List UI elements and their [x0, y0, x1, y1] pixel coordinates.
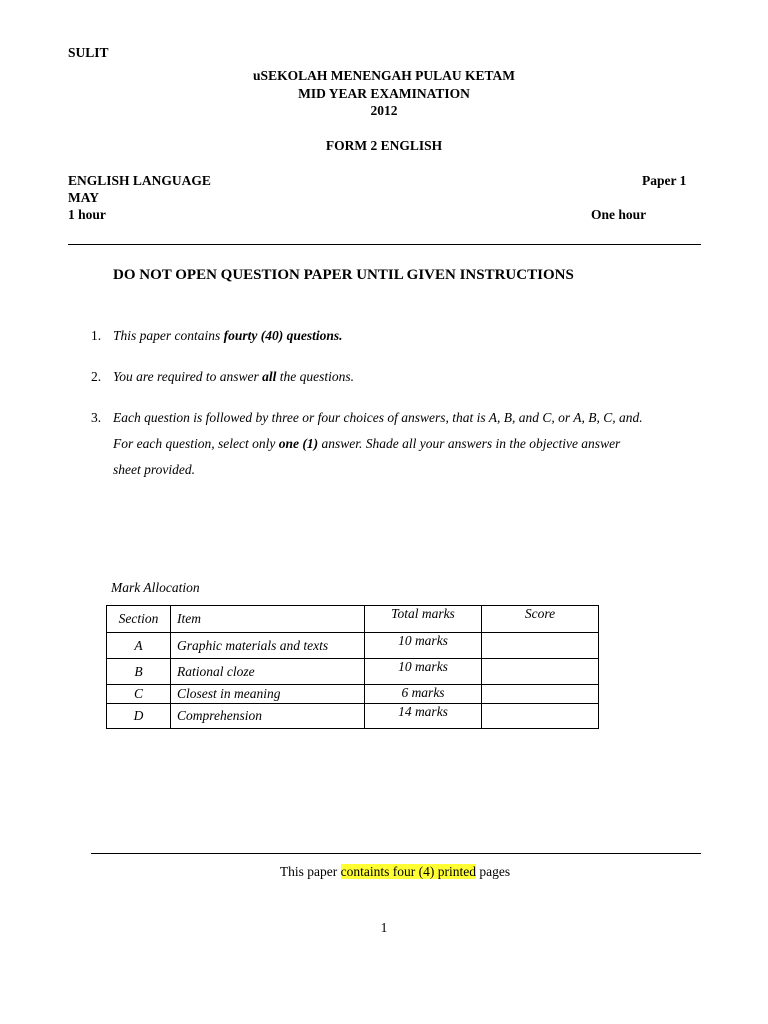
form-subject: FORM 2 ENGLISH [325, 138, 443, 153]
mark-allocation-table [106, 605, 599, 729]
paper-label: Paper 1 [642, 173, 687, 188]
footer-note: This paper containts four (4) printed pages [279, 864, 511, 879]
table-row [107, 633, 599, 659]
exam-year: 2012 [370, 103, 398, 118]
instruction-3-line-2: For each question, select only one (1) answer. Shade all your answers in the objective answer [113, 436, 621, 451]
cell-total: 10 marks [365, 659, 482, 685]
instruction-3-line-1: Each question is followed by three or four choices of answers, that is A, B, and C, or A, B, C, and. [113, 410, 643, 425]
cell-section: D [107, 704, 171, 729]
table-row [107, 659, 599, 685]
subject-label: ENGLISH LANGUAGE [68, 173, 211, 188]
table-row [107, 685, 599, 704]
duration-right: One hour [591, 207, 647, 222]
table-header-row [107, 606, 599, 633]
header-item: Item [171, 606, 365, 633]
header-score: Score [482, 606, 599, 633]
duration-left: 1 hour [68, 207, 106, 222]
exam-title: MID YEAR EXAMINATION [298, 86, 470, 101]
header-section: Section [107, 606, 171, 633]
cell-total: 6 marks [365, 685, 482, 704]
header-total-marks: Total marks [365, 606, 482, 633]
footer-highlight: containts four (4) printed [340, 864, 476, 879]
cell-section: A [107, 633, 171, 659]
cell-item: Closest in meaning [171, 685, 365, 704]
instruction-1: This paper contains fourty (40) questions. [113, 328, 343, 343]
footer-divider [91, 853, 701, 854]
cell-item: Graphic materials and texts [171, 633, 365, 659]
school-name: uSEKOLAH MENENGAH PULAU KETAM [253, 68, 515, 83]
cell-score [482, 685, 599, 704]
cell-section: C [107, 685, 171, 704]
cell-score [482, 704, 599, 729]
cell-item: Comprehension [171, 704, 365, 729]
cell-score [482, 659, 599, 685]
instruction-2: You are required to answer all the questions. [113, 369, 355, 384]
cell-score [482, 633, 599, 659]
sulit-label: SULIT [68, 45, 109, 60]
instruction-number: 1. [91, 328, 102, 343]
instruction-3-line-3: sheet provided. [113, 462, 195, 477]
cell-section: B [107, 659, 171, 685]
instruction-number: 2. [91, 369, 102, 384]
instruction-number: 3. [91, 410, 102, 425]
cell-total: 10 marks [365, 633, 482, 659]
warning-title: DO NOT OPEN QUESTION PAPER UNTIL GIVEN INSTRUCTIONS [113, 267, 574, 283]
month-label: MAY [68, 190, 100, 205]
table-row [107, 704, 599, 729]
page-number: 1 [380, 920, 388, 935]
cell-item: Rational cloze [171, 659, 365, 685]
cell-total: 14 marks [365, 704, 482, 729]
mark-allocation-caption: Mark Allocation [111, 580, 200, 595]
header-divider [68, 244, 701, 245]
